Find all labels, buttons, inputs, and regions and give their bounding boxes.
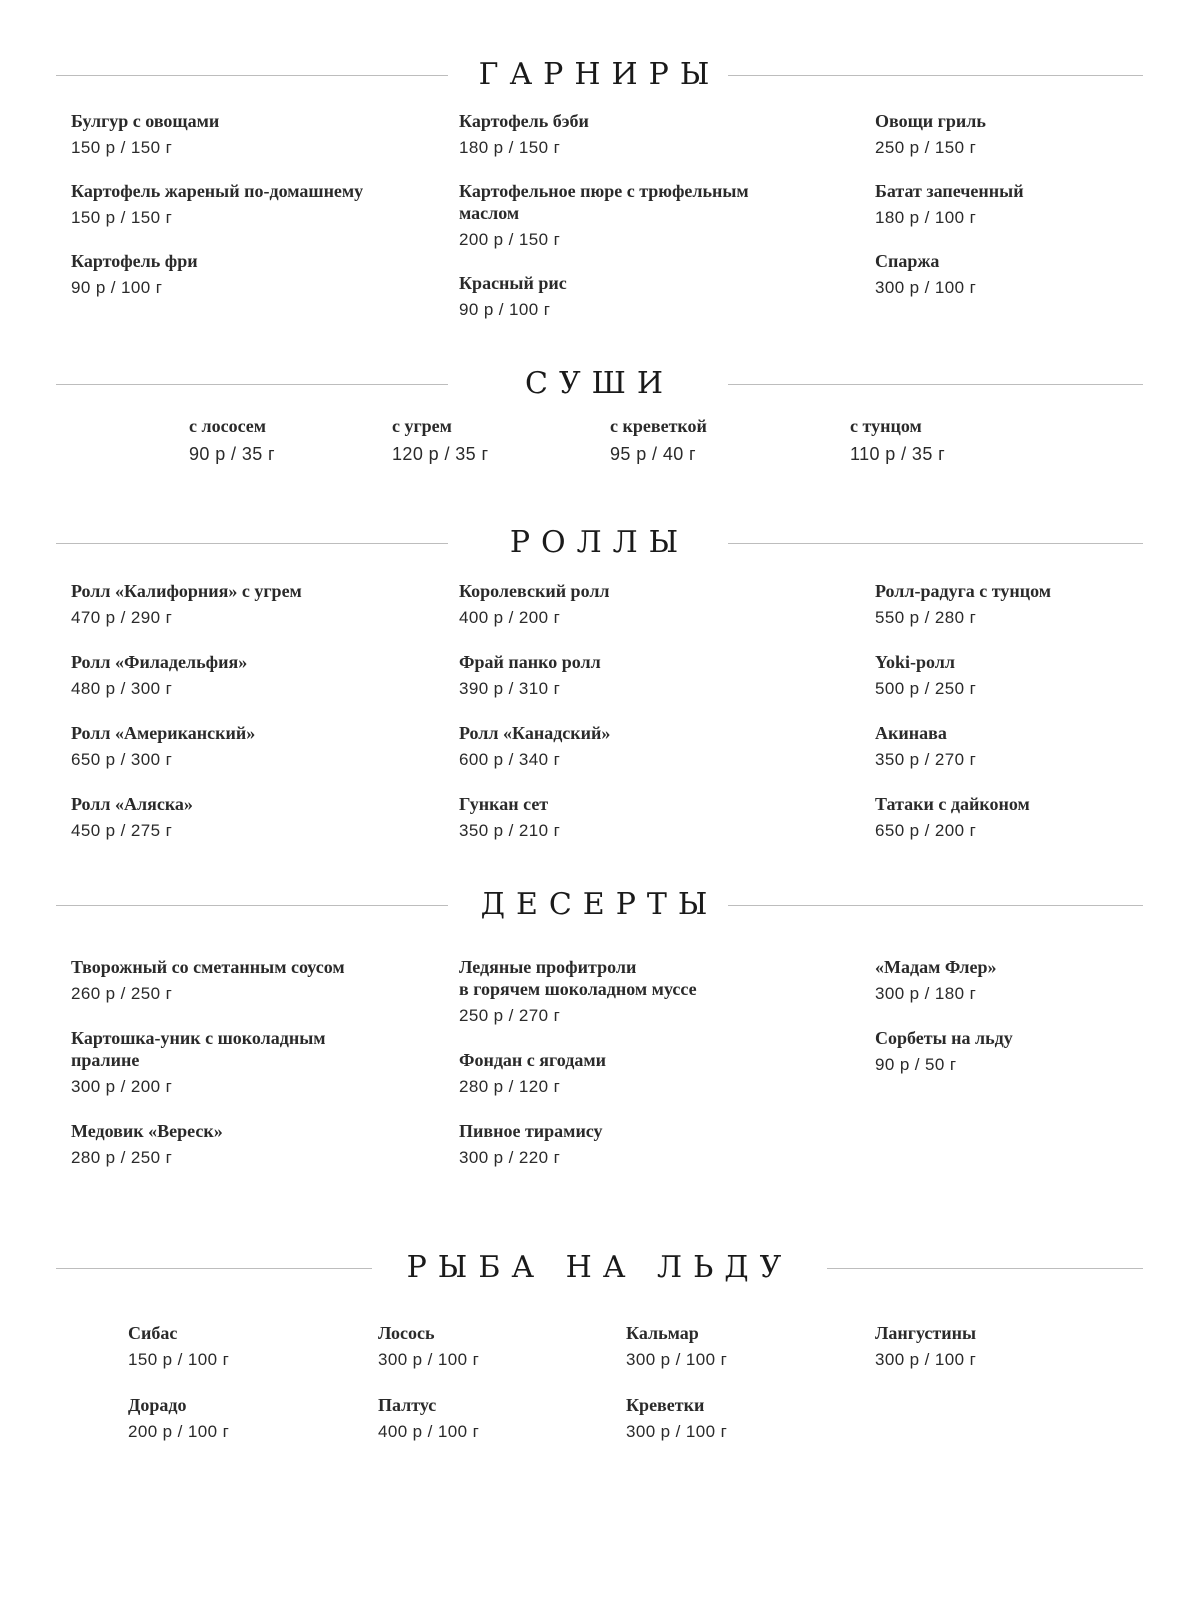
- menu-item: [459, 180, 749, 251]
- menu-item-price: 90 р / 50 г: [875, 1055, 957, 1074]
- menu-item-price: 260 р / 250 г: [71, 984, 173, 1003]
- menu-item-name: Булгур с овощами: [71, 111, 220, 131]
- menu-item: [459, 956, 697, 1027]
- menu-item: [71, 1120, 223, 1169]
- section-header-garnish: [56, 55, 1143, 95]
- menu-item: [875, 110, 986, 159]
- menu-item-name: Дорадо: [128, 1395, 187, 1415]
- menu-item-price: 200 р / 150 г: [459, 230, 561, 249]
- menu-item-price: 300 р / 200 г: [71, 1077, 173, 1096]
- menu-item-name: Лангустины: [875, 1323, 977, 1343]
- menu-item-name: Кальмар: [626, 1323, 699, 1343]
- menu-item-name: Ролл «Калифорния» с угрем: [71, 581, 302, 601]
- menu-item: [71, 250, 198, 299]
- menu-item: [875, 1027, 1013, 1076]
- menu-item: [875, 651, 976, 700]
- menu-item: [71, 580, 302, 629]
- menu-item-name: Креветки: [626, 1395, 705, 1415]
- divider-right: [728, 905, 1143, 906]
- menu-item-name: Картофель жареный по-домашнему: [71, 181, 364, 201]
- menu-item-name: Творожный со сметанным соусом: [71, 957, 345, 977]
- menu-item: [875, 722, 976, 771]
- menu-item-name: Лосось: [378, 1323, 435, 1343]
- menu-item-price: 470 р / 290 г: [71, 608, 173, 627]
- menu-item-price: 350 р / 270 г: [875, 750, 977, 769]
- menu-item-price: 400 р / 200 г: [459, 608, 561, 627]
- menu-item-price: 250 р / 270 г: [459, 1006, 561, 1025]
- menu-item-price: 150 р / 150 г: [71, 208, 173, 227]
- menu-item: [378, 1322, 479, 1371]
- menu-item-price: 95 р / 40 г: [610, 444, 697, 464]
- section-header-desserts: [56, 885, 1143, 925]
- menu-item-name: Ролл «Филадельфия»: [71, 652, 248, 672]
- menu-item-name: Татаки с дайконом: [875, 794, 1030, 814]
- menu-item-name: Красный рис: [459, 273, 567, 293]
- menu-item-price: 300 р / 180 г: [875, 984, 977, 1003]
- menu-item: [875, 180, 1024, 229]
- menu-item: [875, 250, 976, 299]
- menu-item-price: 300 р / 100 г: [626, 1422, 728, 1441]
- menu-item-price: 280 р / 250 г: [71, 1148, 173, 1167]
- menu-item-price: 200 р / 100 г: [128, 1422, 230, 1441]
- divider-right: [728, 75, 1143, 76]
- menu-item: [71, 722, 255, 771]
- menu-item: [128, 1394, 229, 1443]
- menu-item: [71, 1027, 326, 1098]
- section-header-fish: [56, 1248, 1143, 1288]
- section-title-sushi: СУШИ: [524, 366, 675, 401]
- menu-item-price: 400 р / 100 г: [378, 1422, 480, 1441]
- menu-item-name: Спаржа: [875, 251, 940, 271]
- menu-item-price: 300 р / 100 г: [378, 1350, 480, 1369]
- menu-item-name: с креветкой: [610, 416, 707, 436]
- menu-item-name: Ролл «Аляска»: [71, 794, 193, 814]
- menu-item: [71, 956, 345, 1005]
- menu-item: [875, 956, 997, 1005]
- menu-item-name: Фондан с ягодами: [459, 1050, 606, 1070]
- menu-item: [392, 415, 488, 465]
- menu-item: [459, 1120, 603, 1169]
- menu-item-name: с тунцом: [850, 416, 922, 436]
- menu-item-price: 150 р / 100 г: [128, 1350, 230, 1369]
- section-title-desserts: ДЕСЕРТЫ: [480, 887, 719, 922]
- menu-item-price: 300 р / 100 г: [875, 278, 977, 297]
- menu-item: [71, 793, 193, 842]
- menu-item-price: 450 р / 275 г: [71, 821, 173, 840]
- menu-item-price: 480 р / 300 г: [71, 679, 173, 698]
- menu-item: [610, 415, 707, 465]
- menu-item: [850, 415, 945, 465]
- menu-item-name: Ролл «Канадский»: [459, 723, 611, 743]
- menu-item: [71, 110, 219, 159]
- menu-item-name: Картофель фри: [71, 251, 198, 271]
- menu-item: [459, 793, 560, 842]
- menu-item: [71, 180, 363, 229]
- menu-item: [378, 1394, 479, 1443]
- section-title-fish: РЫБА НА ЛЬДУ: [406, 1250, 793, 1285]
- menu-item-price: 180 р / 100 г: [875, 208, 977, 227]
- menu-item-price: 110 р / 35 г: [850, 444, 946, 464]
- menu-item-name: Фрай панко ролл: [459, 652, 601, 672]
- menu-item: [875, 580, 1051, 629]
- menu-item-price: 650 р / 200 г: [875, 821, 977, 840]
- menu-item: [875, 793, 1030, 842]
- menu-item: [459, 272, 567, 321]
- menu-item-name: Ролл-радуга с тунцом: [875, 581, 1052, 601]
- menu-item: [71, 651, 247, 700]
- menu-item: [875, 1322, 976, 1371]
- menu-item-price: 350 р / 210 г: [459, 821, 561, 840]
- menu-item-price: 90 р / 100 г: [71, 278, 163, 297]
- menu-item-price: 300 р / 100 г: [875, 1350, 977, 1369]
- menu-item-price: 250 р / 150 г: [875, 138, 977, 157]
- divider-right: [728, 543, 1143, 544]
- menu-item: [459, 110, 589, 159]
- menu-item-name: Ледяные профитроли в горячем шоколадном муссе: [459, 957, 697, 999]
- menu-item: [459, 722, 610, 771]
- menu-item-name: Сорбеты на льду: [875, 1028, 1013, 1048]
- menu-item-price: 650 р / 300 г: [71, 750, 173, 769]
- section-header-rolls: [56, 523, 1143, 563]
- menu-item-price: 500 р / 250 г: [875, 679, 977, 698]
- menu-item-name: Сибас: [128, 1323, 178, 1343]
- menu-item-price: 120 р / 35 г: [392, 444, 489, 464]
- menu-item-price: 90 р / 100 г: [459, 300, 551, 319]
- menu-item-price: 550 р / 280 г: [875, 608, 977, 627]
- menu-item-price: 280 р / 120 г: [459, 1077, 561, 1096]
- divider-right: [728, 384, 1143, 385]
- section-title-garnish: ГАРНИРЫ: [478, 57, 721, 92]
- divider-right: [827, 1268, 1143, 1269]
- menu-item-price: 300 р / 220 г: [459, 1148, 561, 1167]
- menu-item-name: с угрем: [392, 416, 452, 436]
- menu-item-price: 600 р / 340 г: [459, 750, 561, 769]
- menu-item: [459, 651, 601, 700]
- menu-item-price: 180 р / 150 г: [459, 138, 561, 157]
- menu-item-name: Акинава: [875, 723, 947, 743]
- menu-item: [459, 1049, 606, 1098]
- menu-item-name: Гункан сет: [459, 794, 549, 814]
- menu-item-name: Батат запеченный: [875, 181, 1024, 201]
- menu-item-price: 300 р / 100 г: [626, 1350, 728, 1369]
- menu-item: [189, 415, 275, 465]
- menu-item: [626, 1394, 727, 1443]
- menu-item-name: «Мадам Флер»: [875, 957, 997, 977]
- menu-item: [626, 1322, 727, 1371]
- menu-item-name: Королевский ролл: [459, 581, 610, 601]
- menu-item-name: Пивное тирамису: [459, 1121, 603, 1141]
- section-title-rolls: РОЛЛЫ: [509, 525, 690, 560]
- menu-item-name: Палтус: [378, 1395, 437, 1415]
- menu-item-name: Ролл «Американский»: [71, 723, 256, 743]
- menu-item-name: Овощи гриль: [875, 111, 986, 131]
- menu-item-name: Картошка-уник с шоколадным пралине: [71, 1028, 326, 1070]
- section-header-sushi: [56, 364, 1143, 404]
- menu-item-name: Медовик «Вереск»: [71, 1121, 223, 1141]
- menu-item-name: Картофель бэби: [459, 111, 589, 131]
- menu-item-price: 390 р / 310 г: [459, 679, 561, 698]
- menu-item-price: 150 р / 150 г: [71, 138, 173, 157]
- menu-item-price: 90 р / 35 г: [189, 444, 276, 464]
- menu-item: [459, 580, 610, 629]
- menu-item-name: Yoki-ролл: [875, 652, 955, 672]
- menu-item: [128, 1322, 229, 1371]
- menu-item-name: с лососем: [189, 416, 267, 436]
- menu-item-name: Картофельное пюре с трюфельным маслом: [459, 181, 749, 223]
